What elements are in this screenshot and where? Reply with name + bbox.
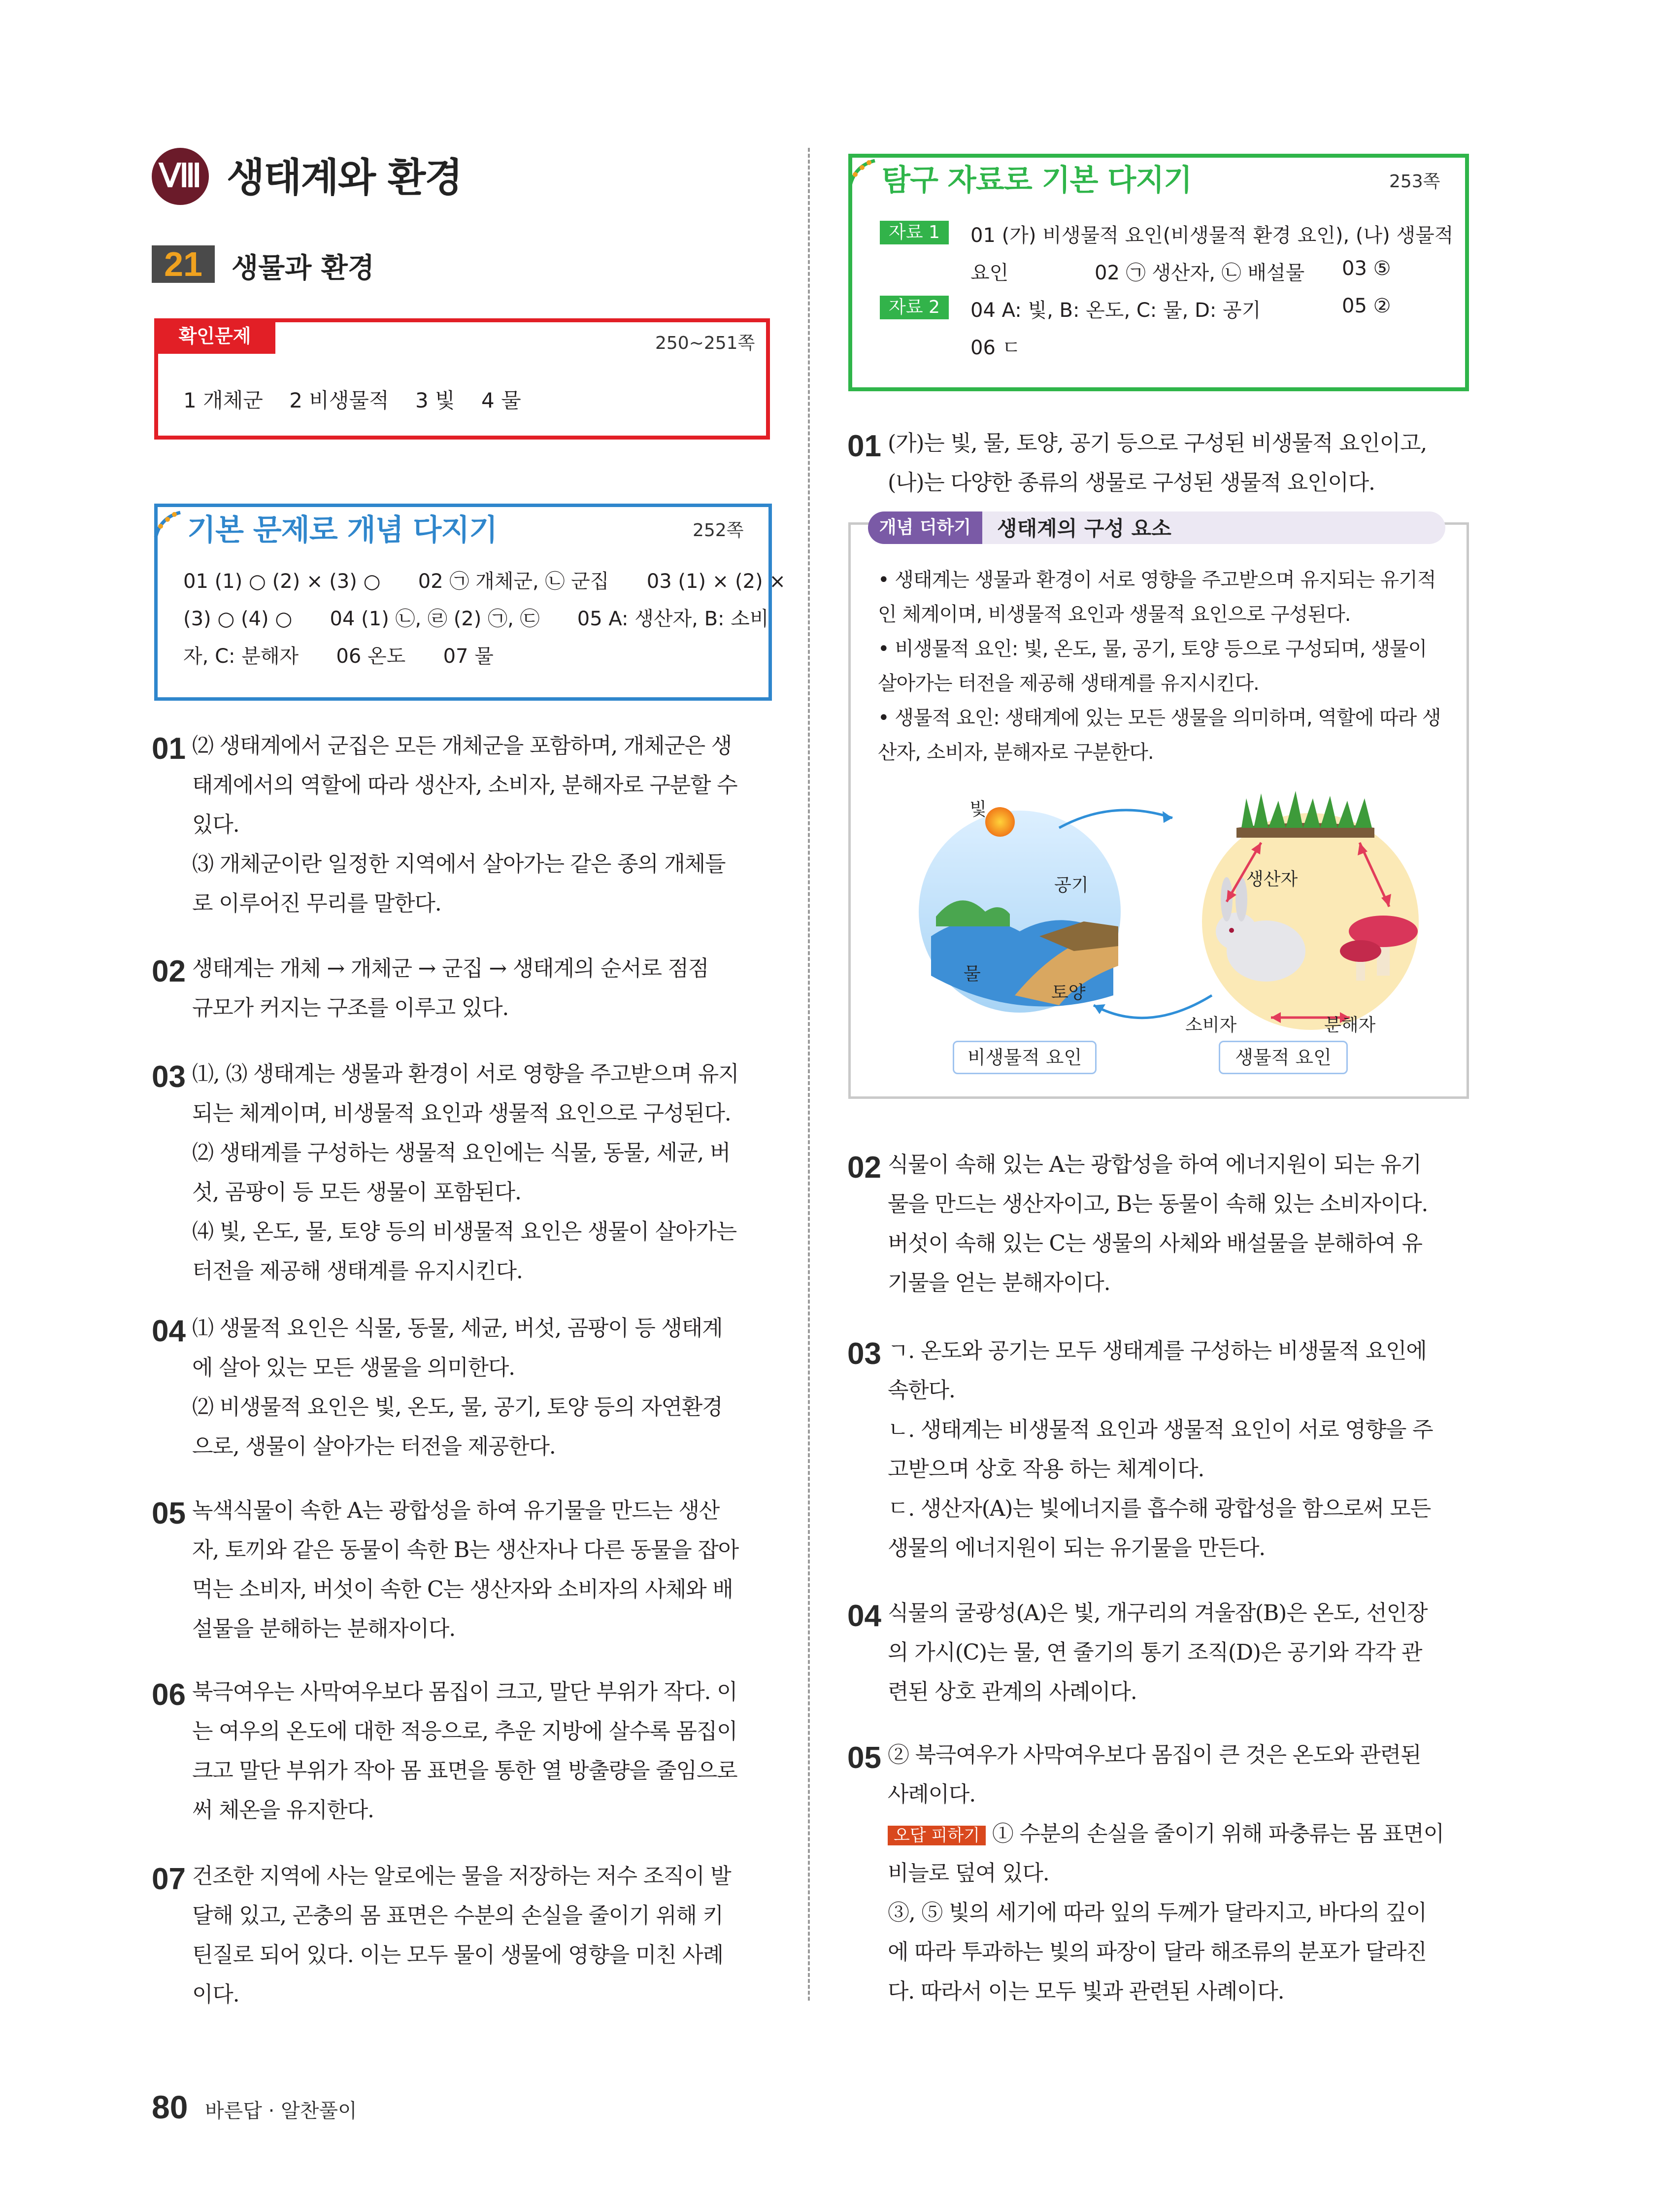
unit-number-badge: Ⅷ	[152, 148, 209, 205]
footer-text: 바른답 · 알찬풀이	[205, 2100, 357, 2122]
label-decomposer: 분해자	[1324, 1015, 1376, 1035]
left-q01-number: 01	[152, 732, 186, 766]
inquiry-row-2a-2: 05 ②	[1342, 295, 1391, 317]
sprout-icon	[845, 156, 880, 190]
data-2-tag: 자료 2	[880, 296, 949, 319]
left-q07-text: 건조한 지역에 사는 알로에는 물을 저장하는 저수 조직이 발 달해 있고, 곤충의 몸 표면은 수분의 손실을 줄이기 위해 키 틴질로 되어 있다. 이는 모두 물이 생물에 영향을 미친 사례 이다.	[192, 1864, 731, 2007]
label-biotic-factor: 생물적 요인	[1219, 1041, 1348, 1074]
left-q06-text: 북극여우는 사막여우보다 몸집이 크고, 말단 부위가 작다. 이 는 여우의 온도에 대한 적응으로, 추운 지방에 살수록 몸집이 크고 말단 부위가 작아 몸 표면을 통한 열 방출량을 줄임으로 써 체온을 유지한다.	[192, 1679, 737, 1823]
left-q01-text: ⑵ 생태계에서 군집은 모든 개체군을 포함하며, 개체군은 생 태계에서의 역할에 따라 생산자, 소비자, 분해자로 구분할 수 있다. ⑶ 개체군이란 일정한 지역에서 살아가는 같은 종의 개체들 로 이루어진 무리를 말한다.	[192, 733, 737, 916]
right-q01-number: 01	[847, 429, 881, 463]
check-box-pages: 250~251쪽	[655, 333, 755, 353]
column-divider	[808, 148, 810, 2001]
right-q03-number: 03	[847, 1337, 881, 1371]
concept-bullets: • 생태계는 생물과 환경이 서로 영향을 주고받으며 유지되는 유기적 인 체계이며, 비생물적 요인과 생물적 요인으로 구성된다. • 비생물적 요인: 빛, 온도, 물, 공기, 토양 등으로 구성되며, 생물이 살아가는 터전을 제공해 생태계를 유지시킨다. • 생물적 요인: 생태계에 있는 모든 생물을 의미하며, 역할에 따라 생 산자, 소비자, 분해자로 구분한다.	[878, 569, 1441, 764]
basic-box-title: 기본 문제로 개념 다지기	[187, 513, 498, 547]
page-number: 80	[152, 2089, 188, 2125]
wrong-answer-tag: 오답 피하기	[888, 1826, 986, 1845]
left-q06-number: 06	[152, 1678, 186, 1712]
concept-title: 생태계의 구성 요소	[997, 516, 1171, 541]
left-q03-text: ⑴, ⑶ 생태계는 생물과 환경이 서로 영향을 주고받으며 유지 되는 체계이며, 비생물적 요인과 생물적 요인으로 구성된다. ⑵ 생태계를 구성하는 생물적 요인에는 식물, 동물, 세균, 버 섯, 곰팡이 등 모든 생물이 포함된다. ⑷ 빛, 온도, 물, 토양 등의 비생물적 요인은 생물이 살아가는 터전을 제공해 생태계를 유지시킨다.	[192, 1061, 739, 1284]
inquiry-row-2b: 06 ㄷ	[970, 337, 1021, 359]
basic-box-line-3: 자, C: 분해자 06 온도 07 물	[183, 645, 494, 668]
label-water: 물	[964, 964, 981, 984]
inquiry-box-pages: 253쪽	[1389, 171, 1440, 192]
label-consumer: 소비자	[1185, 1015, 1237, 1035]
concept-tag: 개념 더하기	[868, 511, 982, 544]
unit-title: 생태계와 환경	[227, 155, 462, 201]
right-q02-text: 식물이 속해 있는 A는 광합성을 하여 에너지원이 되는 유기 물을 만드는 생산자이고, B는 동물이 속해 있는 소비자이다. 버섯이 속해 있는 C는 생물의 사체와 배설물을 분해하여 유 기물을 얻는 분해자이다.	[888, 1152, 1428, 1295]
left-q04-number: 04	[152, 1314, 186, 1348]
label-air: 공기	[1054, 875, 1089, 895]
mushroom-cap	[1340, 940, 1381, 962]
right-q03-text: ㄱ. 온도와 공기는 모두 생태계를 구성하는 비생물적 요인에 속한다. ㄴ. 생태계는 비생물적 요인과 생물적 요인이 서로 영향을 주 고받으며 상호 작용 하는 체계이다. ㄷ. 생산자(A)는 빛에너지를 흡수해 광합성을 함으로써 모든 생물의 에너지원이 되는 유기물을 만든다.	[888, 1338, 1433, 1561]
left-q03-number: 03	[152, 1060, 186, 1094]
left-q02-text: 생태계는 개체 → 개체군 → 군집 → 생태계의 순서로 점점 규모가 커지는 구조를 이루고 있다.	[192, 956, 709, 1021]
left-q07-number: 07	[152, 1862, 186, 1896]
left-q05-number: 05	[152, 1497, 186, 1531]
sprout-icon	[151, 508, 185, 542]
inquiry-row-2a-1: 04 A: 빛, B: 온도, C: 물, D: 공기	[970, 299, 1261, 322]
right-q04-number: 04	[847, 1599, 881, 1633]
inquiry-row-1b-1: 요인	[970, 262, 1009, 284]
inquiry-row-1b-2: 02 ㉠ 생산자, ㉡ 배설물	[1095, 262, 1305, 284]
basic-box-line-2: (3) ○ (4) ○ 04 (1) ㉡, ㉣ (2) ㉠, ㉢ 05 A: 생산자, B: 소비	[183, 608, 769, 630]
rabbit-head	[1216, 913, 1257, 950]
right-q05-text: ② 북극여우가 사막여우보다 몸집이 큰 것은 온도와 관련된 사례이다. 오답 피하기 ① 수분의 손실을 줄이기 위해 파충류는 몸 표면이 비늘로 덮여 있다. ③, ⑤ 빛의 세기에 따라 잎의 두께가 달라지고, 바다의 깊이 에 따라 투과하는 빛의 파장이 달라 해조류의 분포가 달라진 다. 따라서 이는 모두 빛과 관련된 사례이다.	[888, 1742, 1444, 2004]
arrow-abiotic-to-biotic	[1059, 810, 1172, 828]
label-abiotic-factor: 비생물적 요인	[953, 1041, 1097, 1074]
check-box-tag: 확인문제	[154, 318, 275, 354]
rabbit-ear	[1221, 877, 1233, 921]
basic-box-line-1: 01 (1) ○ (2) × (3) ○ 02 ㉠ 개체군, ㉡ 군집 03 (1) × (2) ×	[183, 570, 786, 593]
inquiry-box-title: 탐구 자료로 기본 다지기	[882, 163, 1192, 198]
left-q02-number: 02	[152, 954, 186, 988]
grass-shape	[1241, 791, 1372, 828]
inquiry-row-1b-3: 03 ⑤	[1342, 257, 1391, 280]
data-1-tag: 자료 1	[880, 221, 949, 244]
check-box-answers: 1 개체군 2 비생물적 3 빛 4 물	[183, 388, 521, 412]
basic-box-pages: 252쪽	[693, 520, 744, 541]
label-light: 빛	[969, 799, 987, 819]
inquiry-row-1a: 01 (가) 비생물적 요인(비생물적 환경 요인), (나) 생물적	[970, 224, 1454, 247]
left-q05-text: 녹색식물이 속한 A는 광합성을 하여 유기물을 만드는 생산 자, 토끼와 같은 동물이 속한 B는 생산자나 다른 동물을 잡아 먹는 소비자, 버섯이 속한 C는 생산자와 소비자의 사체와 배 설물을 분해하는 분해자이다.	[192, 1498, 738, 1641]
right-q04-text: 식물의 굴광성(A)은 빛, 개구리의 겨울잠(B)은 온도, 선인장 의 가시(C)는 물, 연 줄기의 통기 조직(D)은 공기와 각각 관 련된 상호 관계의 사례이다.	[888, 1600, 1428, 1704]
left-q04-text: ⑴ 생물적 요인은 식물, 동물, 세균, 버섯, 곰팡이 등 생태계 에 살아 있는 모든 생물을 의미한다. ⑵ 비생물적 요인은 빛, 온도, 물, 공기, 토양 등의 자연환경 으로, 생물이 살아가는 터전을 제공한다.	[192, 1316, 723, 1459]
label-soil: 토양	[1051, 983, 1086, 1003]
right-q05-number: 05	[847, 1741, 881, 1775]
right-q01-text: (가)는 빛, 물, 토양, 공기 등으로 구성된 비생물적 요인이고, (나)는 다양한 종류의 생물로 구성된 생물적 요인이다.	[888, 431, 1427, 495]
sun-icon	[985, 807, 1015, 837]
chapter-number: 21	[152, 245, 215, 283]
label-producer: 생산자	[1246, 869, 1298, 889]
chapter-title: 생물과 환경	[232, 252, 374, 284]
right-q02-number: 02	[847, 1151, 881, 1185]
